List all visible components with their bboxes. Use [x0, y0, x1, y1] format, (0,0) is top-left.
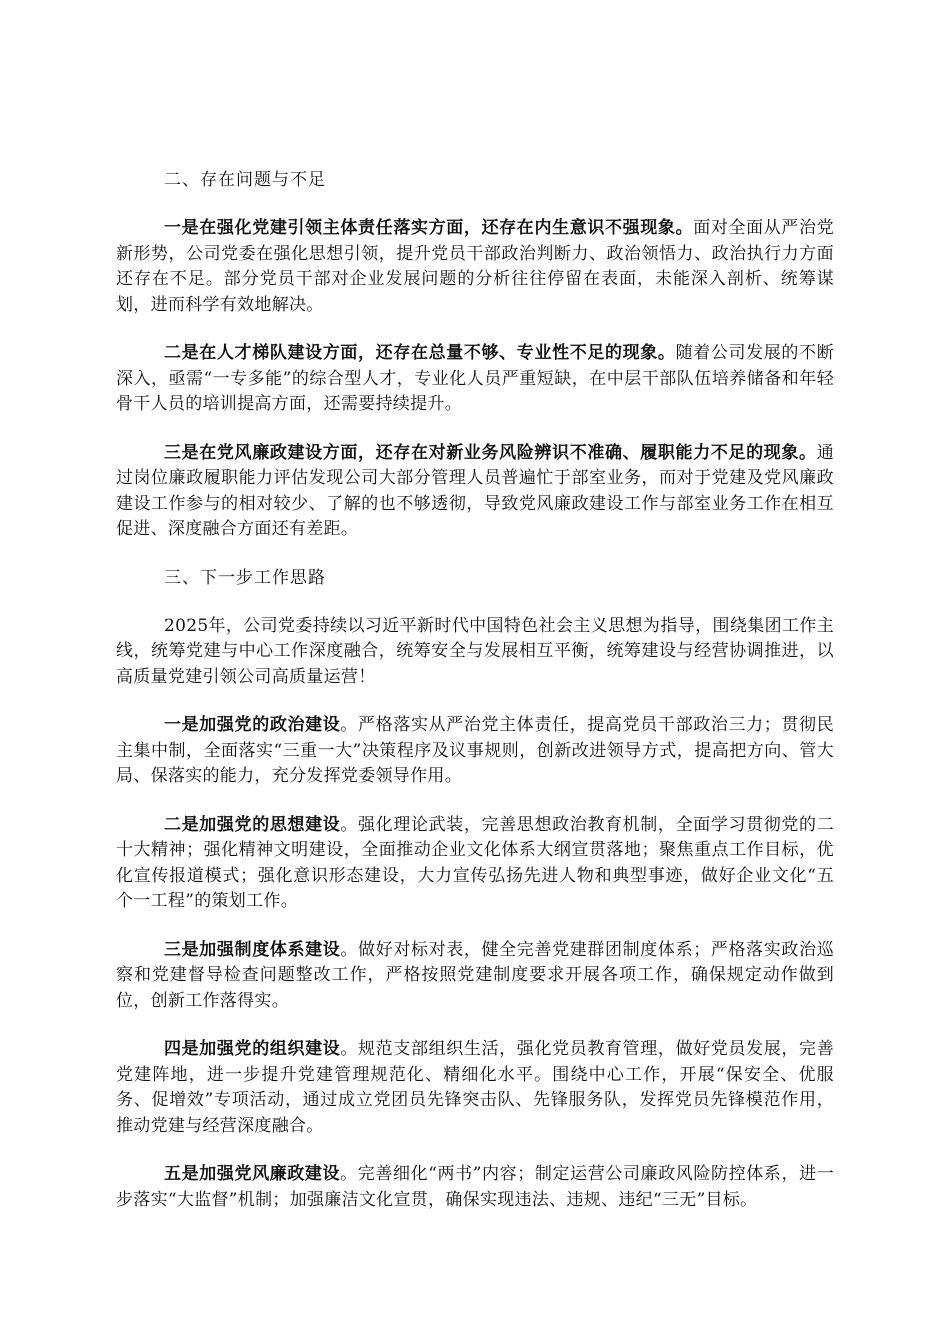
problem-paragraph-1 [116, 216, 834, 318]
plan-paragraph-4 [116, 1037, 834, 1139]
plan-paragraph-5 [116, 1162, 834, 1213]
plan-paragraph-3 [116, 938, 834, 1015]
paragraph-lead: 二是加强党的思想建设 [164, 814, 341, 835]
paragraph-lead: 一是加强党的政治建设 [164, 715, 341, 735]
plan-paragraph-2 [116, 813, 834, 915]
paragraph-text: 通过岗位廉政履职能力评估发现公司大部分管理人员普遍忙于部室业务，而对于党建及党风廉政建设工作参与的相对较少、了解的也不够透彻，导致党风廉政建设工作与部室业务工作在相互促进、深度融合方面还有差距。 [116, 442, 834, 539]
problem-paragraph-2 [116, 341, 834, 418]
paragraph-text: 面对全面从严治党新形势，公司党委在强化思想引领，提升党员干部政治判断力、政治领悟力、政治执行力方面还存在不足。部分党员干部对企业发展问题的分析往往停留在表面，未能深入剖析、统筹谋划，进而科学有效地解决。 [116, 218, 835, 315]
problem-paragraph-3 [116, 441, 834, 543]
section-heading-next-steps: 三、下一步工作思路 [164, 567, 326, 588]
paragraph-text: 。规范支部组织生活，强化党员教育管理，做好党员发展，完善党建阵地，进一步提升党建管理规范化、精细化水平。围绕中心工作，开展“保安全、优服务、促增效”专项活动，通过成立党团员先锋突击队、先锋服务队，发挥党员先锋模范作用，推动党建与经营深度融合。 [116, 1039, 834, 1136]
paragraph-text: 。强化理论武装，完善思想政治教育机制，全面学习贯彻党的二十大精神；强化精神文明建设，全面推动企业文化体系大纲宣贯落地；聚焦重点工作目标，优化宣传报道模式；强化意识形态建设，大力宣传弘扬先进人物和典型事迹，做好企业文化“五个一工程”的策划工作。 [116, 814, 834, 911]
paragraph-text: 。严格落实从严治党主体责任，提高党员干部政治三力；贯彻民主集中制，全面落实“三重一大”决策程序及议事规则，创新改进领导方式，提高把方向、管大局、保落实的能力，充分发挥党委领导作用。 [116, 715, 834, 786]
document-body [116, 168, 834, 1213]
plan-paragraph-1 [116, 713, 834, 790]
paragraph-text: 随着公司发展的不断深入，亟需“一专多能”的综合型人才，专业化人员严重短缺，在中层干部队伍培养储备和年轻骨干人员的培训提高方面，还需要持续提升。 [116, 343, 835, 414]
paragraph-text: 。完善细化“两书”内容；制定运营公司廉政风险防控体系，进一步落实“大监督”机制；加强廉洁文化宣贯，确保实现违法、违规、违纪“三无”目标。 [116, 1164, 834, 1210]
paragraph-text: 。做好对标对表，健全完善党建群团制度体系；严格落实政治巡察和党建督导检查问题整改工作，严格按照党建制度要求开展各项工作，确保规定动作做到位，创新工作落得实。 [116, 939, 834, 1011]
paragraph-lead: 三是加强制度体系建设 [164, 939, 341, 960]
paragraph-lead: 四是加强党的组织建设 [164, 1039, 341, 1059]
paragraph-lead: 一是在强化党建引领主体责任落实方面，还存在内生意识不强现象。 [164, 218, 694, 238]
paragraph-lead: 五是加强党风廉政建设 [164, 1164, 341, 1184]
section-heading-problems: 二、存在问题与不足 [164, 170, 326, 190]
next-steps-intro: 2025年，公司党委持续以习近平新时代中国特色社会主义思想为指导，围绕集团工作主线，统筹党建与中心工作深度融合，统筹安全与发展相互平衡，统筹建设与经营协调推进，以高质量党建引领公司高质量运营！ [116, 615, 834, 687]
paragraph-lead: 二是在人才梯队建设方面，还存在总量不够、专业性不足的现象。 [164, 343, 676, 363]
paragraph-lead: 三是在党风廉政建设方面，还存在对新业务风险辨识不准确、履职能力不足的现象。 [164, 442, 817, 463]
